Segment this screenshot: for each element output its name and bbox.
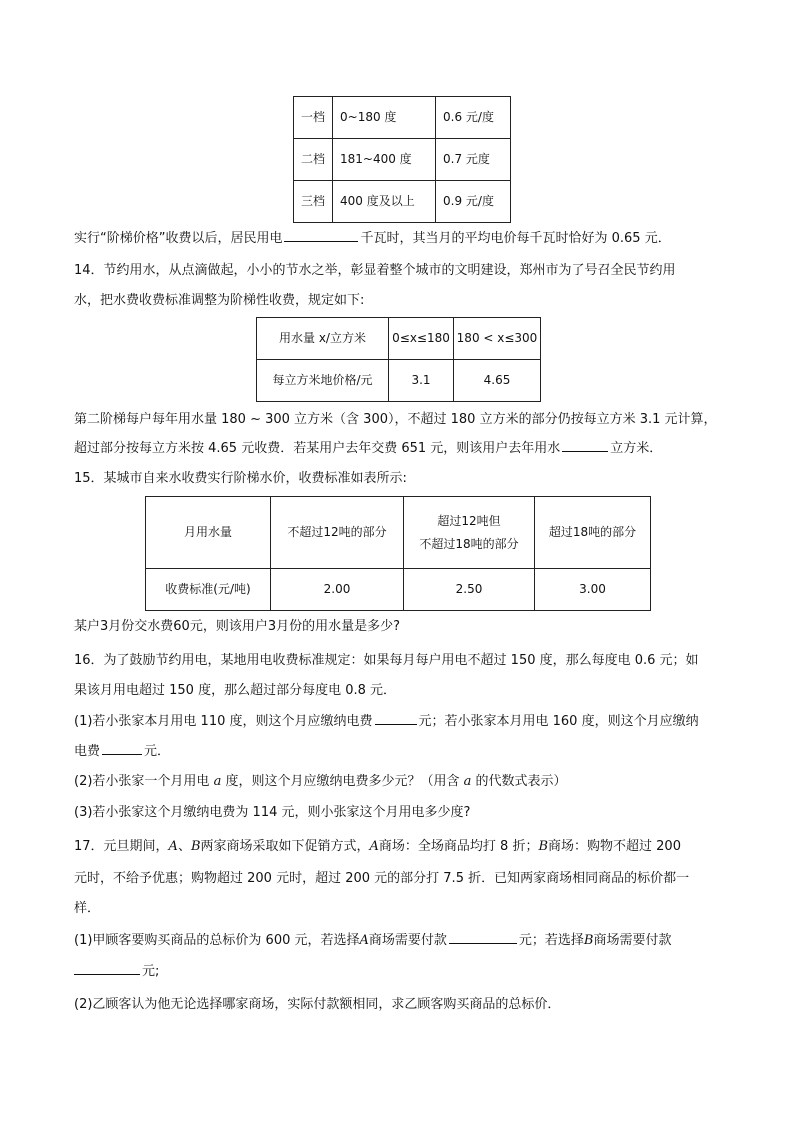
answer-blank (449, 942, 517, 944)
table-cell: 0~180 度 (333, 97, 436, 139)
table-cell: 超过18吨的部分 (535, 497, 651, 569)
table-cell: 0.7 元度 (436, 139, 511, 181)
q17-line4: (1)甲顾客要购买商品的总标价为 600 元，若选择A商场需要付款 元；若选择B商场需要付款 (74, 933, 672, 948)
q17-line3: 样． (74, 901, 101, 916)
q16-line4: 电费 元． (74, 744, 171, 759)
table-cell: 0.9 元/度 (436, 181, 511, 223)
q16-line2: 果该月用电超过 150 度，那么超过部分每度电 0.8 元． (74, 683, 397, 698)
table-cell: 400 度及以上 (333, 181, 436, 223)
table-cell: 二档 (294, 139, 333, 181)
answer-blank (74, 973, 140, 975)
table-row (257, 360, 541, 402)
table-cell: 2.00 (271, 569, 404, 611)
q17-line6: (2)乙顾客认为他无论选择哪家商场，实际付款额相同，求乙顾客购买商品的总标价． (74, 997, 561, 1012)
answer-blank (284, 240, 358, 242)
table-cell: 181~400 度 (333, 139, 436, 181)
water-price-table (256, 317, 541, 402)
q16-line3: (1)若小张家本月用电 110 度，则这个月应缴纳电费 元；若小张家本月用电 160 度，则这个月应缴纳 (74, 714, 699, 729)
table-cell: 0≤x≤180 (389, 318, 454, 360)
table-cell: 超过12吨但 不超过18吨的部分 (404, 497, 535, 569)
table-cell: 3.1 (389, 360, 454, 402)
table-cell: 3.00 (535, 569, 651, 611)
electricity-tier-table (293, 96, 511, 223)
answer-blank (375, 723, 417, 725)
table-cell: 不超过12吨的部分 (271, 497, 404, 569)
table-cell: 2.50 (404, 569, 535, 611)
q13-text: 实行“阶梯价格”收费以后，居民用电 千瓦时，其当月的平均电价每千瓦时恰好为 0.65 元． (74, 231, 671, 246)
table-cell: 180 < x≤300 (454, 318, 541, 360)
q15-line2: 某户3月份交水费60元，则该用户3月份的用水量是多少? (74, 619, 400, 634)
q17-line1: 17．元旦期间，A、B两家商场采取如下促销方式，A商场：全场商品均打 8 折；B商场：购物不超过 200 (74, 839, 681, 854)
answer-blank (102, 753, 142, 755)
table-row (146, 497, 651, 569)
q14-line4: 超过部分按每立方米按 4.65 元收费．若某用户去年交费 651 元，则该用户去年用水 立方米． (74, 441, 663, 456)
q15-line1: 15．某城市自来水收费实行阶梯水价，收费标准如表所示: (74, 471, 407, 486)
table-cell: 收费标准(元/吨) (146, 569, 271, 611)
table-cell: 0.6 元/度 (436, 97, 511, 139)
variable-a: a (463, 774, 472, 789)
table-row (294, 97, 511, 139)
table-cell: 4.65 (454, 360, 541, 402)
variable-a: a (213, 774, 222, 789)
table-row (294, 139, 511, 181)
q17-line5: 元; (74, 965, 159, 978)
table-row (294, 181, 511, 223)
table-row (146, 569, 651, 611)
table-cell: 用水量 x/立方米 (257, 318, 389, 360)
q16-line6: (3)若小张家这个月缴纳电费为 114 元，则小张家这个月用电多少度? (74, 805, 471, 820)
table-row (257, 318, 541, 360)
tiered-water-table (145, 496, 651, 611)
q16-line5: (2)若小张家一个月用电 a 度，则这个月应缴纳电费多少元？（用含 a 的代数式表示） (74, 774, 567, 789)
table-cell: 一档 (294, 97, 333, 139)
table-cell: 月用水量 (146, 497, 271, 569)
q14-line3: 第二阶梯每户每年用水量 180 ~ 300 立方米（含 300），不超过 180 立方米的部分仍按每立方米 3.1 元计算， (74, 412, 717, 427)
q17-line2: 元时，不给予优惠；购物超过 200 元时，超过 200 元的部分打 7.5 折．已知两家商场相同商品的标价都一 (74, 871, 690, 886)
table-cell: 每立方米地价格/元 (257, 360, 389, 402)
table-cell: 三档 (294, 181, 333, 223)
answer-blank (562, 450, 608, 452)
q14-line1: 14．节约用水，从点滴做起，小小的节水之举，彰显着整个城市的文明建设，郑州市为了号召全民节约用 (74, 263, 676, 278)
q14-line2: 水，把水费收费标准调整为阶梯性收费，规定如下: (74, 293, 365, 308)
q16-line1: 16．为了鼓励节约用电，某地用电收费标准规定：如果每月每户用电不超过 150 度，那么每度电 0.6 元；如 (74, 653, 699, 668)
